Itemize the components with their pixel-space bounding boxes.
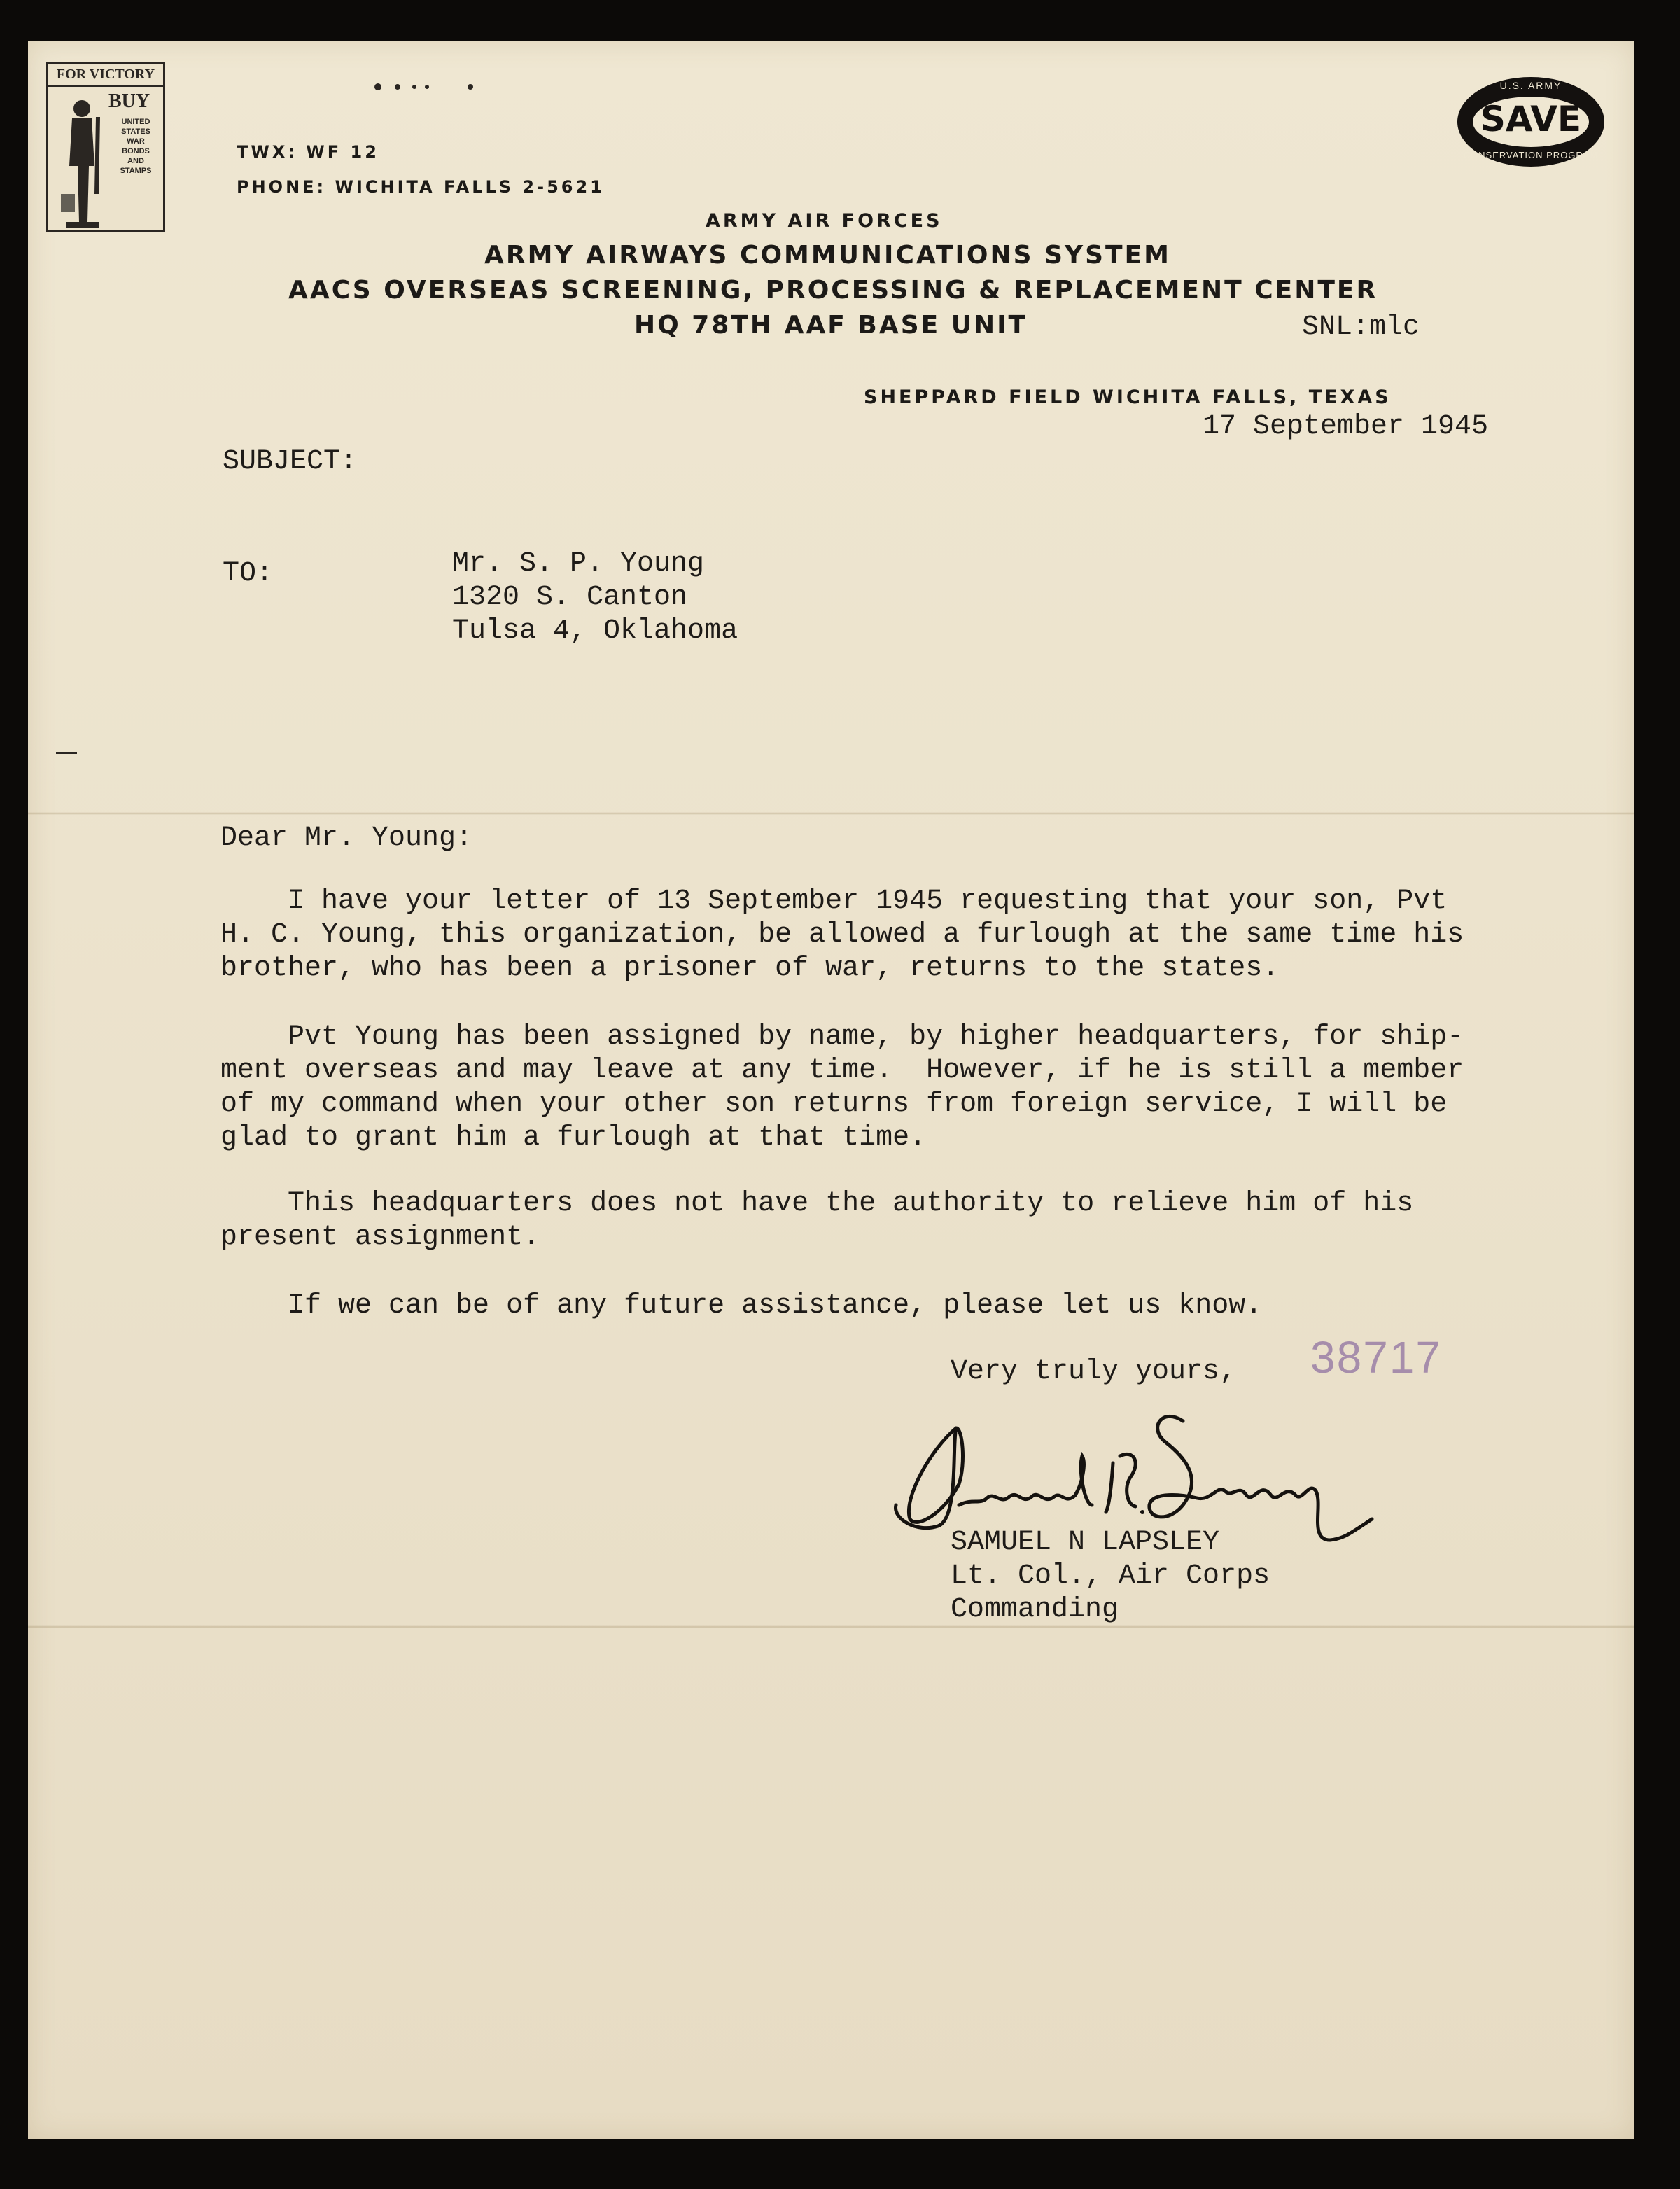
valediction: Very truly yours,: [951, 1356, 1237, 1387]
letterhead-line-4: HQ 78TH AAF BASE UNIT: [634, 311, 1028, 340]
fold-crease: [28, 1625, 1634, 1628]
address-line-3: Tulsa 4, Oklahoma: [452, 615, 738, 647]
signer-name: SAMUEL N LAPSLEY: [951, 1527, 1220, 1558]
seal-word: SAVE: [1480, 99, 1582, 139]
war-bonds-emblem: [46, 62, 165, 232]
fold-crease: [28, 812, 1634, 815]
paragraph-3: This headquarters does not have the authority to relieve him of his present assignment.: [220, 1188, 1414, 1253]
letter-date: 17 September 1945: [1203, 411, 1489, 442]
address-line-2: 1320 S. Canton: [452, 582, 688, 613]
emblem-buy: BUY: [108, 90, 150, 112]
emblem-band: FOR VICTORY: [48, 64, 163, 87]
signer-title: Commanding: [951, 1594, 1119, 1625]
to-label: TO:: [223, 558, 274, 589]
seal-bottom-text: CONSERVATION PROGRAM: [1463, 150, 1599, 160]
letterhead-line-3: AACS OVERSEAS SCREENING, PROCESSING & REPLACEMENT CENTER: [288, 276, 1378, 305]
twx-line: TWX: WF 12: [237, 142, 379, 162]
ink-dots: [372, 83, 477, 91]
address-line-1: Mr. S. P. Young: [452, 548, 705, 580]
location-line: SHEPPARD FIELD WICHITA FALLS, TEXAS: [864, 386, 1392, 408]
letterhead-line-1: ARMY AIR FORCES: [706, 210, 943, 232]
salutation: Dear Mr. Young:: [220, 823, 473, 854]
paragraph-4: If we can be of any future assistance, please let us know.: [220, 1290, 1263, 1322]
minuteman-icon: [54, 89, 108, 229]
file-number-stamp: 38717: [1310, 1332, 1442, 1383]
reference-initials: SNL:mlc: [1302, 312, 1420, 343]
margin-mark: [56, 752, 77, 754]
save-seal: [1457, 77, 1604, 167]
letterhead-line-2: ARMY AIRWAYS COMMUNICATIONS SYSTEM: [484, 241, 1171, 270]
subject-label: SUBJECT:: [223, 446, 358, 477]
paragraph-1: I have your letter of 13 September 1945 requesting that your son, Pvt H. C. Young, this organization, be allowed a furlough at the same time his brother, who has been a prisoner of war, returns to the states.: [220, 886, 1464, 984]
seal-top-text: U.S. ARMY: [1499, 80, 1562, 91]
phone-line: PHONE: WICHITA FALLS 2-5621: [237, 177, 605, 197]
emblem-words: UNITED STATES WAR BONDS AND STAMPS: [120, 118, 152, 175]
paragraph-2: Pvt Young has been assigned by name, by higher headquarters, for ship- ment overseas and may leave at any time. However, if he is still a member of my command when your other son returns from foreign service, I will be glad to grant him a furlough at that time.: [220, 1021, 1464, 1154]
signer-rank: Lt. Col., Air Corps: [951, 1560, 1270, 1592]
